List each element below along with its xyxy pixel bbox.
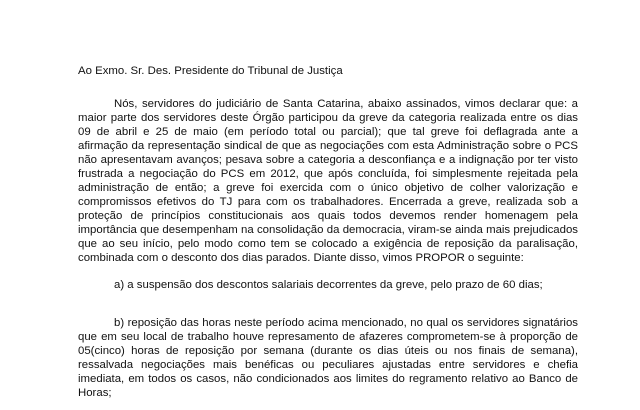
paragraph-item-b: b) reposição das horas neste período acima mencionado, no qual os servidores signatários que em seu local de trabalho houve represamento de afazeres comprometem-se à proporção de 05(cinco) horas de reposição por semana (durante os dias úteis ou nos finais de semana), ressalvada negociações mais benéficas ou peculiares ajustadas entre servidores e chefia imediata, em todos os casos, não condicionados aos limites do regramento relativo ao Banco de Horas; xyxy=(78,317,578,399)
paragraph-declaration: Nós, servidores do judiciário de Santa Catarina, abaixo assinados, vimos declarar que: a maior parte dos servidores deste Órgão participou da greve da categoria realizada entre os dias 09 de abril e 25 de maio (em período total ou parcial); que tal greve foi deflagrada ante a afirmação da representação sindical de que as negociações com esta Administração sobre o PCS não apresentavam avanços; pesava sobre a categoria a desconfiança e a indignação por ter visto frustrada a negociação do PCS em 2012, que após concluída, foi simplesmente rejeitada pela administração de então; a greve foi exercida com o único objetivo de colher valorização e compromissos efetivos do TJ para com os trabalhadores. Encerrada a greve, realizada sob a proteção de princípios constitucionais aos quais todos devemos render homenagem pela importância que desempenham na consolidação da democracia, viram-se ainda mais prejudicados que ao seu início, pelo modo como tem se colocado a exigência de reposição da paralisação, combinada com o desconto dos dias parados. Diante disso, vimos PROPOR o seguinte: xyxy=(78,98,578,264)
salutation: Ao Exmo. Sr. Des. Presidente do Tribunal de Justiça xyxy=(78,65,343,77)
paragraph-item-a: a) a suspensão dos descontos salariais decorrentes da greve, pelo prazo de 60 dias; xyxy=(114,279,543,291)
